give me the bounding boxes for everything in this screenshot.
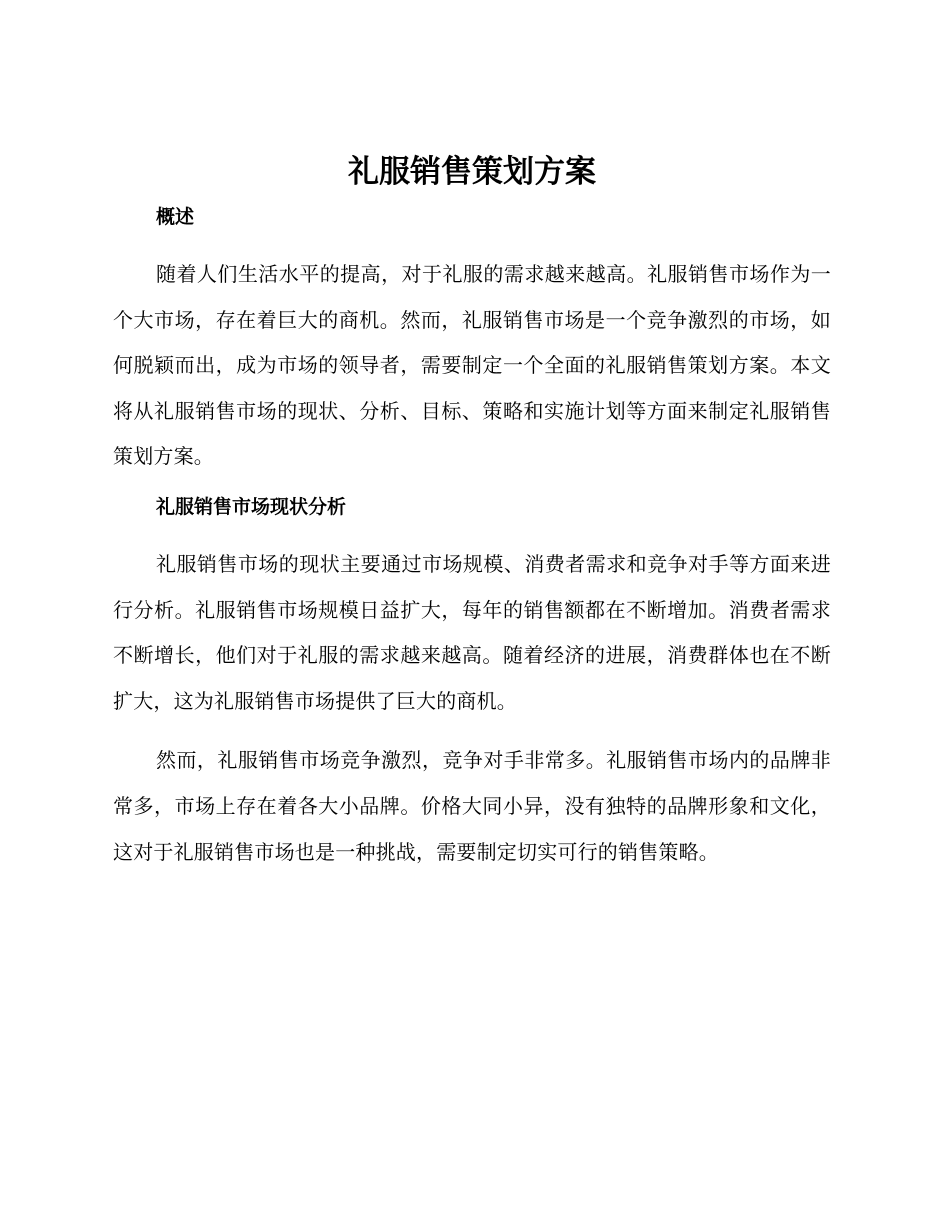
paragraph: 然而，礼服销售市场竞争激烈，竞争对手非常多。礼服销售市场内的品牌非常多，市场上存在着各大小品牌。价格大同小异，没有独特的品牌形象和文化，这对于礼服销售市场也是一种挑战，需要制定切实可行的销售策略。	[113, 748, 831, 864]
paragraph: 礼服销售市场的现状主要通过市场规模、消费者需求和竞争对手等方面来进行分析。礼服销售市场规模日益扩大，每年的销售额都在不断增加。消费者需求不断增长，他们对于礼服的需求越来越高。随着经济的进展，消费群体也在不断扩大，这为礼服销售市场提供了巨大的商机。	[113, 551, 831, 713]
section-overview	[113, 204, 831, 480]
document-page	[113, 150, 831, 889]
section-heading: 概述	[156, 206, 195, 228]
section-heading: 礼服销售市场现状分析	[156, 495, 347, 518]
document-title: 礼服销售策划方案	[348, 154, 596, 190]
section-market-analysis	[113, 494, 831, 875]
paragraph: 随着人们生活水平的提高，对于礼服的需求越来越高。礼服销售市场作为一个大市场，存在着巨大的商机。然而，礼服销售市场是一个竞争激烈的市场，如何脱颖而出，成为市场的领导者，需要制定一个全面的礼服销售策划方案。本文将从礼服销售市场的现状、分析、目标、策略和实施计划等方面来制定礼服销售策划方案。	[113, 262, 831, 469]
